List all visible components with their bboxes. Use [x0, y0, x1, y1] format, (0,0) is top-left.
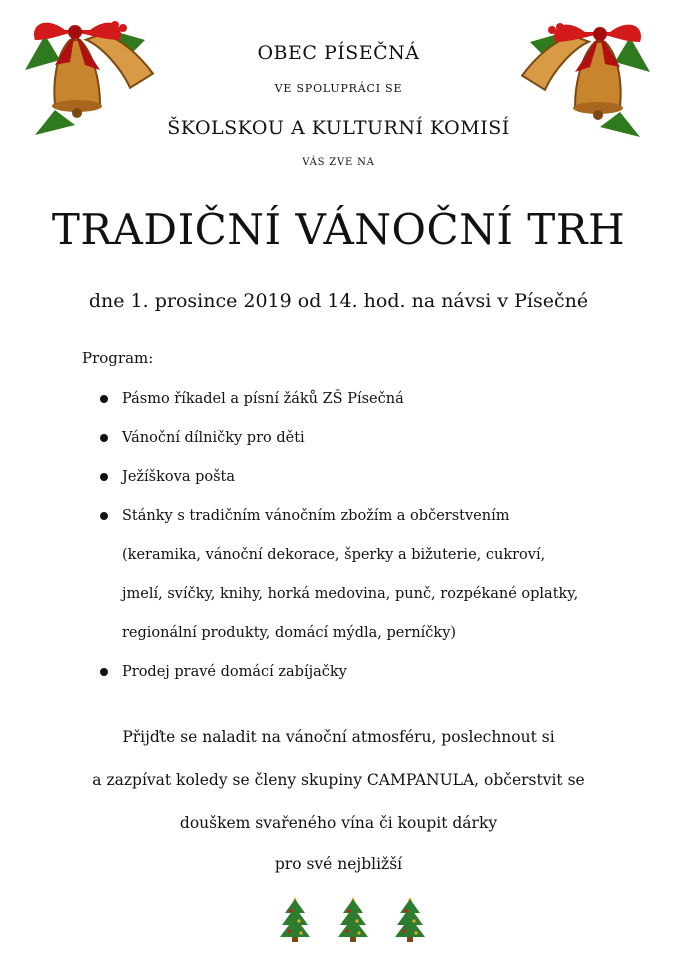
bullet-icon: [100, 512, 108, 520]
invitation-line: a zazpívat koledy se členy skupiny CAMPANULA, občerstvit se: [92, 771, 585, 789]
bullet-icon: [100, 473, 108, 481]
invitation-line: Přijďte se naladit na vánoční atmosféru, poslechnout si: [122, 728, 555, 746]
bullet-icon: [100, 668, 108, 676]
list-item: Stánky s tradičním vánočním zbožím a občerstvením (keramika, vánoční dekorace, šperky a bižuterie, cukroví, jmelí, svíčky, knihy, horká medovina, punč, rozpékané oplatky, regionální produkty, domácí mýdla, perníčky): [100, 497, 580, 653]
bullet-icon: [100, 395, 108, 403]
program-label: Program:: [82, 349, 154, 367]
list-item: Vánoční dílničky pro děti: [100, 419, 580, 458]
christmas-tree-icon: [279, 895, 311, 943]
invitation-line: douškem svařeného vína či koupit dárky: [179, 814, 498, 832]
list-item: Prodej pravé domácí zabíjačky: [100, 653, 580, 692]
header-cooperation: VE SPOLUPRÁCI SE: [274, 82, 403, 95]
list-item: Pásmo říkadel a písní žáků ZŠ Písečná: [100, 380, 580, 419]
program-list: [100, 380, 580, 692]
christmas-tree-icon: [394, 895, 426, 943]
header-committee: ŠKOLSKOU A KULTURNÍ KOMISÍ: [167, 117, 510, 139]
list-item: Ježíškova pošta: [100, 458, 580, 497]
header-municipality: OBEC PÍSEČNÁ: [257, 42, 420, 64]
event-title: TRADIČNÍ VÁNOČNÍ TRH: [51, 205, 626, 254]
bullet-icon: [100, 434, 108, 442]
invitation-line: pro své nejbližší: [274, 855, 403, 873]
header-invites: VÁS ZVE NA: [302, 157, 375, 168]
christmas-tree-icon: [337, 895, 369, 943]
event-date: dne 1. prosince 2019 od 14. hod. na návsi v Písečné: [88, 290, 589, 312]
